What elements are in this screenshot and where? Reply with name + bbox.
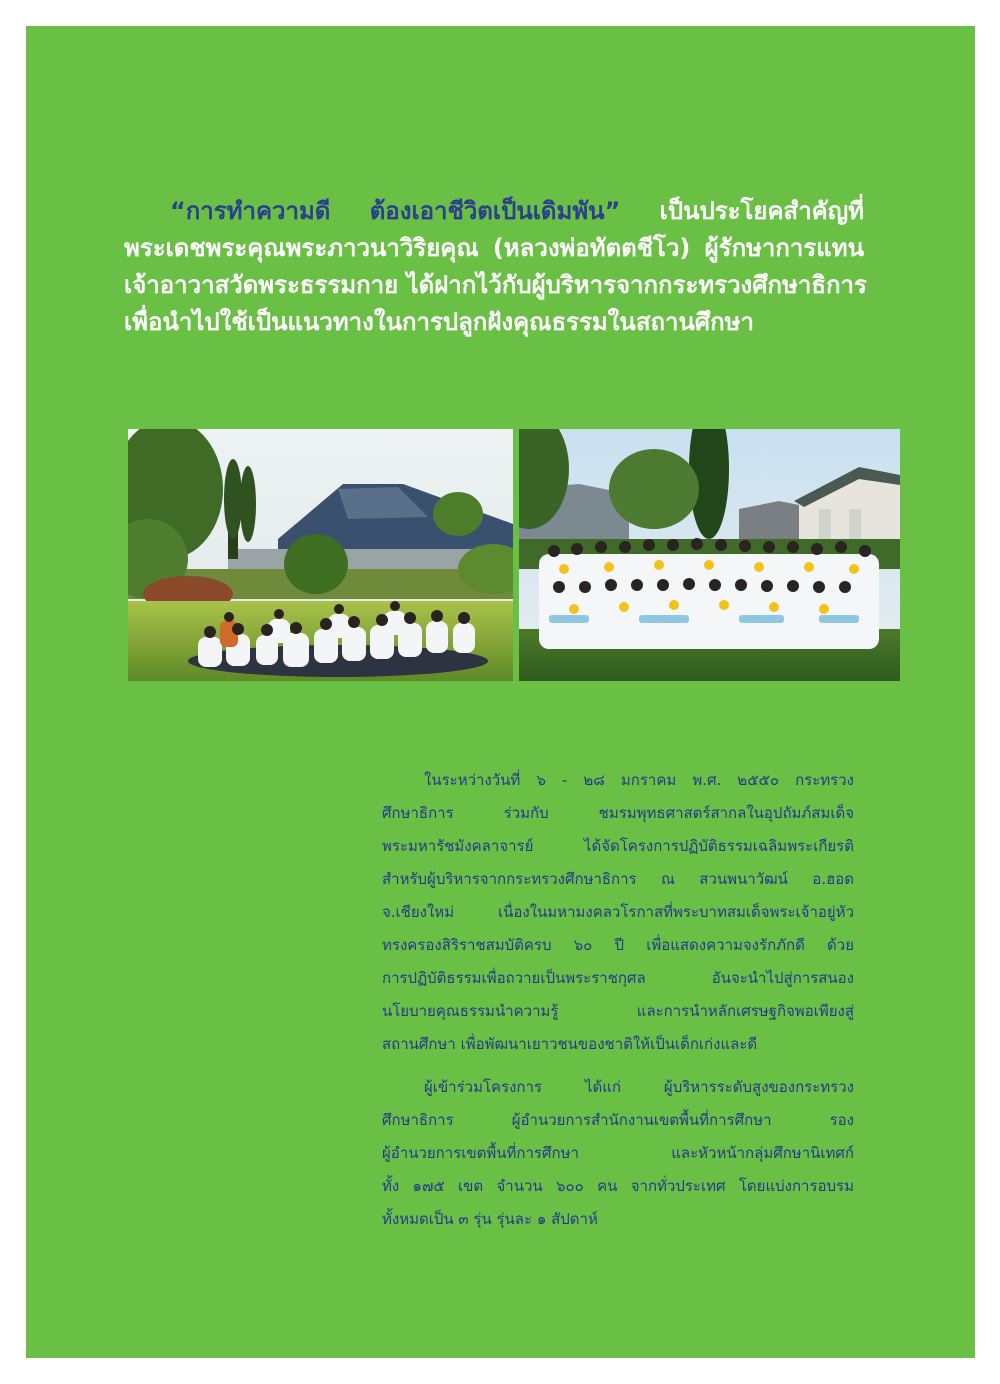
lead-quote: “การทำความดี ต้องเอาชีวิตเป็นเดิมพัน” (170, 197, 621, 225)
body-paragraph-1 (382, 764, 854, 1061)
lead-line-1 (124, 193, 864, 230)
body-p2-line: ผู้อำนวยการเขตพื้นที่การศึกษา และหัวหน้ากลุ่มศึกษานิเทศก์ (382, 1144, 854, 1162)
lead-line-1-rest: เป็นประโยคสำคัญที่ (620, 197, 864, 225)
body-p1-line: ในระหว่างวันที่ ๖ - ๒๘ มกราคม พ.ศ. ๒๕๕๐ กระทรวง (424, 771, 854, 789)
body-paragraph-2 (382, 1071, 854, 1236)
body-p1-line: จ.เชียงใหม่ เนื่องในมหามงคลวโรกาสที่พระบาทสมเด็จพระเจ้าอยู่หัว (382, 903, 854, 921)
body-p1-line: ทรงครองสิริราชสมบัติครบ ๖๐ ปี เพื่อแสดงความจงรักภักดี ด้วย (382, 936, 854, 954)
lead-line-2: พระเดชพระคุณพระภาวนาวิริยคุณ (หลวงพ่อทัตตชีโว) ผู้รักษาการแทน (124, 234, 864, 262)
body-p2-line: ผู้เข้าร่วมโครงการ ได้แก่ ผู้บริหารระดับสูงของกระทรวง (424, 1078, 854, 1096)
body-p2-line: ทั้ง ๑๗๕ เขต จำนวน ๖๐๐ คน จากทั่วประเทศ โดยแบ่งการอบรม (382, 1177, 854, 1195)
body-p2-line: ศึกษาธิการ ผู้อำนวยการสำนักงานเขตพื้นที่การศึกษา รอง (382, 1111, 854, 1129)
photo-meditation-lawn (128, 429, 513, 681)
body-p1-line: สถานศึกษา เพื่อพัฒนาเยาวชนของชาติให้เป็นเด็กเก่งและดี (382, 1035, 758, 1053)
lead-line-4: เพื่อนำไปใช้เป็นแนวทางในการปลูกฝังคุณธรรมในสถานศึกษา (124, 308, 754, 336)
body-p1-line: ศึกษาธิการ ร่วมกับ ชมรมพุทธศาสตร์สากลในอุปถัมภ์สมเด็จ (382, 804, 854, 822)
photo-group-portrait (519, 429, 900, 681)
body-p1-line: นโยบายคุณธรรมนำความรู้ และการนำหลักเศรษฐกิจพอเพียงสู่ (382, 1002, 854, 1020)
body-text (382, 764, 854, 1246)
lead-line-3: เจ้าอาวาสวัดพระธรรมกาย ได้ฝากไว้กับผู้บริหารจากกระทรวงศึกษาธิการ (124, 271, 867, 299)
body-p1-line: พระมหารัชมังคลาจารย์ ได้จัดโครงการปฏิบัติธรรมเฉลิมพระเกียรติ (382, 837, 854, 855)
lead-paragraph (124, 193, 867, 341)
body-p1-line: สำหรับผู้บริหารจากกระทรวงศึกษาธิการ ณ สวนพนาวัฒน์ อ.ฮอด (382, 870, 854, 888)
body-p2-line: ทั้งหมดเป็น ๓ รุ่น รุ่นละ ๑ สัปดาห์ (382, 1210, 598, 1228)
body-p1-line: การปฏิบัติธรรมเพื่อถวายเป็นพระราชกุศล อันจะนำไปสู่การสนอง (382, 969, 854, 987)
